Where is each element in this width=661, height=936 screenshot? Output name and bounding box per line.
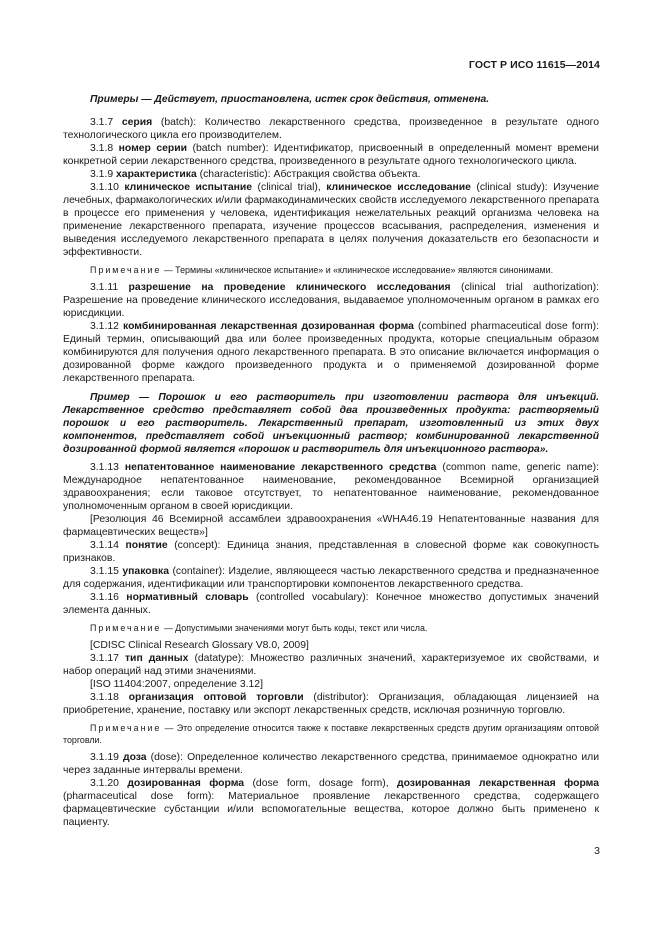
reference-cdisc: [CDISC Clinical Research Glossary V8.0, 2009] [90,640,309,651]
term-3-1-20: 3.1.20 дозированная форма (dose form, dosage form), дозированная лекарственная форма (pharmaceutical dose form): Материальное проявление лекарственного средства, содержащего фармацевтические субстанции и/или вспомогательные вещества, которое должно быть применено к пациенту. [63,778,600,828]
term-title: понятие [125,540,168,551]
term-title: характеристика [116,169,197,180]
term-title: серия [121,117,153,128]
term-title: нормативный словарь [126,592,249,603]
term-title-2: дозированная лекарственная форма [397,778,600,789]
term-3-1-19: 3.1.19 доза (dose): Определенное количество лекарственного средства, принимаемое однократно или через заданные интервалы времени. [63,752,599,776]
term-3-1-12: 3.1.12 комбинированная лекарственная дозированная форма (combined pharmaceutical dose form): Единый термин, описывающий два или более произведенных продукта, которые специальным образом комбинируются для получения одного лекарственного препарата. В это описание включается информация о дозированной форме каждого произведенного продукта и о применяемой дозированной форме лекарственного препарата. [63,321,600,384]
term-3-1-18: 3.1.18 организация оптовой торговли (distributor): Организация, обладающая лицензией на приобретение, хранение, поставку или экспорт лекарственных средств, исключая розничную торговлю. [63,692,599,716]
term-title: комбинированная лекарственная дозированная форма [123,321,414,332]
note-3: Примечание — Это определение относится также к поставке лекарственных средств другим организациям оптовой торговли. [63,723,599,745]
term-3-1-11: 3.1.11 разрешение на проведение клинического исследования (clinical trial authorization): Разрешение на проведение клинического исследования, выдаваемое уполномоченным органом в рамках его юрисдикции. [63,282,600,319]
term-3-1-14: 3.1.14 понятие (concept): Единица знания, представленная в словесной форме как совокупность признаков. [63,540,600,564]
page-content [63,93,599,829]
term-title: клиническое испытание [124,182,253,193]
term-title: непатентованное наименование лекарственного средства [124,462,437,473]
reference-iso: [ISO 11404:2007, определение 3.12] [90,679,263,690]
term-3-1-17: 3.1.17 тип данных (datatype): Множество различных значений, характеризуемое их свойствами, и набор операций над этими значениями. [63,653,600,677]
reference-who: [Резолюция 46 Всемирной ассамблеи здравоохранения «WHA46.19 Непатентованные названия для фармацевтических веществ»] [63,514,599,538]
term-3-1-7: 3.1.7 серия (batch): Количество лекарственного средства, произведенное в результате одного технологического цикла его производителем. [63,117,599,141]
term-title: номер серии [118,143,188,154]
example-status: Примеры — Действует, приостановлена, истек срок действия, отменена. [90,94,490,105]
term-3-1-8: 3.1.8 номер серии (batch number): Идентификатор, присвоенный в определенный момент времени конкретной серии лекарственного средства, произведенного в результате одного технологического цикла. [63,143,599,167]
term-title: организация оптовой торговли [128,692,304,703]
term-3-1-13: 3.1.13 непатентованное наименование лекарственного средства (common name, generic name): Международное непатентованное наименование, рекомендованное Всемирной организацией здравоохранения; если таковое отсутствует, то непатентованное наименование, рекомендованное уполномоченным органом в своей юрисдикции. [63,462,599,512]
term-title: тип данных [124,653,189,664]
term-3-1-9: 3.1.9 характеристика (characteristic): Абстракция свойства объекта. [90,169,421,180]
standard-header: ГОСТ Р ИСО 11615—2014 [468,59,600,71]
term-title: доза [122,752,147,763]
term-title-2: клиническое исследование [326,182,471,193]
note-2: Примечание — Допустимыми значениями могут быть коды, текст или числа. [90,623,428,633]
note-1: Примечание — Термины «клиническое испытание» и «клиническое исследование» являются синонимами. [90,265,554,275]
term-3-1-16: 3.1.16 нормативный словарь (controlled vocabulary): Конечное множество допустимых значений элемента данных. [63,592,599,616]
term-title: дозированная форма [127,778,245,789]
term-title: разрешение на проведение клинического исследования [128,282,451,293]
example-powder: Пример — Порошок и его растворитель при изготовлении раствора для инъекций. Лекарственное средство представляет собой два произведенных продукта: растворяемый порошок и его растворитель. Лекарственный препарат, изготовленный из этих двух компонентов, представляет собой инъекционный раствор; комбинированной лекарственной дозированной формой является «порошок и растворитель для инъекционного раствора». [63,392,599,455]
term-3-1-15: 3.1.15 упаковка (container): Изделие, являющееся частью лекарственного средства и предназначенное для содержания, идентификации или транспортировки компонентов лекарственного средства. [63,566,599,590]
page-number: 3 [594,845,600,857]
term-title: упаковка [122,566,169,577]
term-3-1-10: 3.1.10 клиническое испытание (clinical trial), клиническое исследование (clinical study): Изучение лечебных, фармакологических и/или фармакодинамических свойств исследуемого лекарственного препарата в процессе его применения у человека, идентификация нежелательных реакций организма человека на применение лекарственного препарата, изучение процессов всасывания, распределения, изменения и выведения исследуемого лекарственного препарата в целях получения доказательств его безопасности и эффективности. [63,182,599,258]
